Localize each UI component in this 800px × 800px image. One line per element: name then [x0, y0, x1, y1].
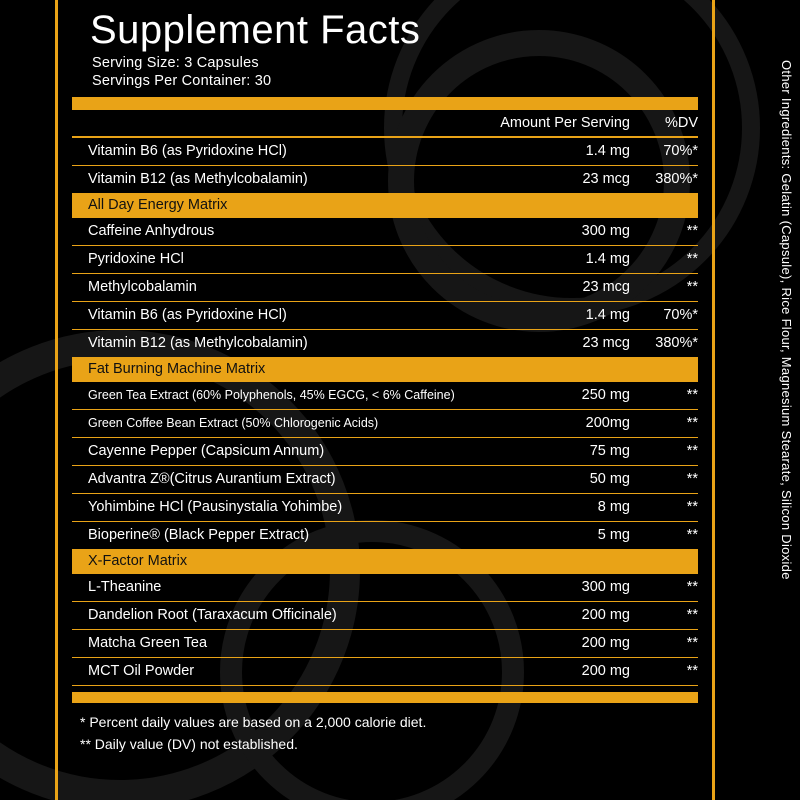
ingredient-daily-value: **	[686, 527, 698, 543]
matrix-heading-label: Fat Burning Machine Matrix	[88, 361, 266, 377]
table-row	[72, 438, 698, 466]
table-row	[72, 494, 698, 522]
table-row	[72, 658, 698, 686]
bottom-divider-bar	[72, 692, 698, 703]
ingredient-name: Methylcobalamin	[88, 279, 197, 295]
ingredient-daily-value: **	[686, 579, 698, 595]
ingredient-name: Dandelion Root (Taraxacum Officinale)	[88, 607, 337, 623]
ingredient-daily-value: 380%*	[655, 335, 698, 351]
table-row	[72, 574, 698, 602]
ingredient-daily-value: **	[686, 415, 698, 431]
ingredient-amount: 300 mg	[581, 223, 630, 239]
ingredient-daily-value: 70%*	[663, 307, 698, 323]
table-row	[72, 330, 698, 358]
ingredient-amount: 23 mcg	[582, 171, 630, 187]
ingredient-daily-value: **	[686, 635, 698, 651]
ingredient-name: Yohimbine HCl (Pausinystalia Yohimbe)	[88, 499, 343, 515]
ingredient-name: Pyridoxine HCl	[88, 251, 184, 267]
servings-per-container-text: Servings Per Container: 30	[92, 73, 272, 89]
ingredient-daily-value: **	[686, 663, 698, 679]
matrix-heading	[72, 358, 698, 382]
table-row	[72, 630, 698, 658]
ingredient-daily-value: **	[686, 443, 698, 459]
ingredient-name: Vitamin B6 (as Pyridoxine HCl)	[88, 307, 287, 323]
other-ingredients-text: Other Ingredients: Gelatin (Capsule), Rice Flour, Magnesium Stearate, Silicon Dioxide	[779, 60, 794, 580]
ingredient-name: L-Theanine	[88, 579, 162, 595]
ingredient-amount: 300 mg	[581, 579, 630, 595]
top-divider-bar	[72, 97, 698, 110]
matrix-heading	[72, 550, 698, 574]
table-row	[72, 218, 698, 246]
matrix-heading	[72, 194, 698, 218]
serving-size-text: Serving Size: 3 Capsules	[92, 55, 259, 71]
ingredient-daily-value: **	[686, 607, 698, 623]
table-header-row	[72, 110, 698, 138]
table-row	[72, 466, 698, 494]
page-title: Supplement Facts	[90, 8, 421, 52]
header-daily-value: %DV	[664, 115, 698, 131]
ingredient-amount: 75 mg	[589, 443, 630, 459]
ingredient-amount: 200 mg	[581, 663, 630, 679]
ingredient-name: Vitamin B12 (as Methylcobalamin)	[88, 335, 308, 351]
ingredient-daily-value: **	[686, 499, 698, 515]
footnote-dv-not-established: ** Daily value (DV) not established.	[80, 736, 298, 752]
supplement-facts-panel	[55, 0, 715, 800]
ingredient-daily-value: **	[686, 279, 698, 295]
ingredient-daily-value: 380%*	[655, 171, 698, 187]
footnotes	[72, 703, 698, 755]
ingredient-daily-value: **	[686, 223, 698, 239]
ingredient-amount: 250 mg	[581, 387, 630, 403]
table-row	[72, 602, 698, 630]
ingredient-amount: 200 mg	[581, 635, 630, 651]
ingredient-name: Cayenne Pepper (Capsicum Annum)	[88, 443, 325, 459]
table-row	[72, 246, 698, 274]
ingredient-name: Green Coffee Bean Extract (50% Chlorogenic Acids)	[88, 416, 379, 430]
ingredient-amount: 5 mg	[597, 527, 630, 543]
nutrient-table	[72, 138, 698, 686]
ingredient-name: Vitamin B6 (as Pyridoxine HCl)	[88, 143, 287, 159]
ingredient-amount: 1.4 mg	[585, 251, 630, 267]
ingredient-amount: 200mg	[585, 415, 630, 431]
table-row	[72, 302, 698, 330]
table-row	[72, 274, 698, 302]
ingredient-amount: 200 mg	[581, 607, 630, 623]
ingredient-name: Caffeine Anhydrous	[88, 223, 215, 239]
ingredient-name: Advantra Z®(Citrus Aurantium Extract)	[88, 471, 336, 487]
matrix-heading-label: All Day Energy Matrix	[88, 197, 228, 213]
ingredient-name: Vitamin B12 (as Methylcobalamin)	[88, 171, 308, 187]
ingredient-name: MCT Oil Powder	[88, 663, 195, 679]
table-row	[72, 522, 698, 550]
ingredient-daily-value: **	[686, 251, 698, 267]
ingredient-amount: 1.4 mg	[585, 307, 630, 323]
ingredient-daily-value: 70%*	[663, 143, 698, 159]
ingredient-amount: 23 mcg	[582, 335, 630, 351]
table-row	[72, 410, 698, 438]
ingredient-daily-value: **	[686, 471, 698, 487]
ingredient-amount: 50 mg	[589, 471, 630, 487]
ingredient-amount: 23 mcg	[582, 279, 630, 295]
table-row	[72, 138, 698, 166]
matrix-heading-label: X-Factor Matrix	[88, 553, 188, 569]
ingredient-name: Matcha Green Tea	[88, 635, 208, 651]
ingredient-name: Bioperine® (Black Pepper Extract)	[88, 527, 310, 543]
table-row	[72, 166, 698, 194]
ingredient-name: Green Tea Extract (60% Polyphenols, 45% EGCG, < 6% Caffeine)	[88, 388, 455, 402]
ingredient-daily-value: **	[686, 387, 698, 403]
ingredient-amount: 8 mg	[597, 499, 630, 515]
ingredient-amount: 1.4 mg	[585, 143, 630, 159]
footnote-daily-value: * Percent daily values are based on a 2,000 calorie diet.	[80, 714, 427, 730]
header-amount-per-serving: Amount Per Serving	[500, 115, 630, 131]
table-row	[72, 382, 698, 410]
